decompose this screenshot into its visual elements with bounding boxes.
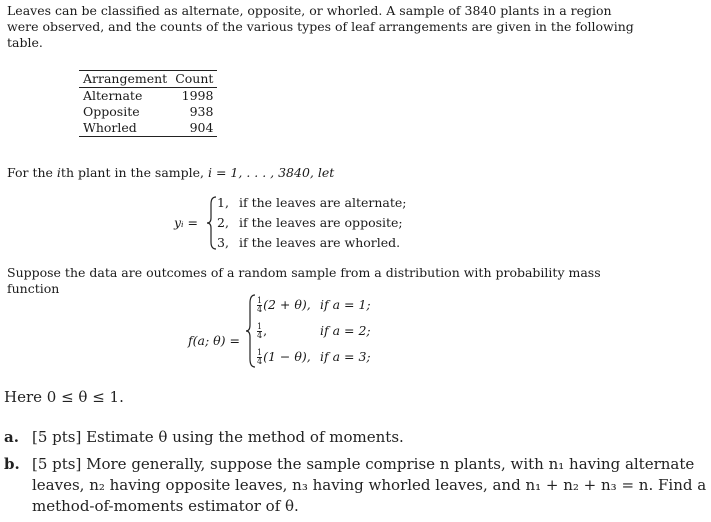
here-line: Here 0 ≤ θ ≤ 1. [4, 388, 124, 406]
table-row [79, 120, 217, 137]
part-a-label: a. [4, 428, 19, 446]
y-case-3-val: 3, [217, 235, 229, 250]
table-header-arrangement: Arrangement [79, 71, 171, 88]
f-case-1-expr: $\frac{1}{4}$ (2 + θ), [257, 296, 311, 314]
for-line-mid: th plant in the sample, [60, 165, 208, 180]
intro-line-1: Leaves can be classified as alternate, opposite, or whorled. A sample of 3840 plants in a region [7, 3, 612, 18]
for-line-i: i [56, 165, 61, 180]
part-a-text: [5 pts] Estimate θ using the method of moments. [32, 428, 404, 446]
part-b-line-3: method-of-moments estimator of θ. [32, 497, 299, 515]
table-cell-count: 904 [171, 120, 217, 137]
part-b-line-1: [5 pts] More generally, suppose the sample comprise n plants, with n₁ having alternate [32, 455, 695, 473]
f-case-1-cond: if a = 1; [320, 297, 371, 312]
for-line [7, 164, 334, 181]
y-case-2-cond: if the leaves are opposite; [239, 215, 403, 230]
intro-line-2: were observed, and the counts of the various types of leaf arrangements are given in the following [7, 19, 634, 34]
f-case-2-expr: $\frac{1}{4}$ , [257, 322, 268, 340]
f-case-2-cond: if a = 2; [320, 323, 371, 338]
y-case-1-cond: if the leaves are alternate; [239, 195, 407, 210]
part-b-label: b. [4, 455, 20, 473]
y-lhs: yᵢ = [174, 215, 199, 230]
suppose-line-2: function [7, 281, 60, 296]
fraction: $\frac{1}{4}$ [257, 296, 263, 314]
for-line-eq: i = 1, . . . , 3840, let [208, 165, 335, 180]
table-cell-count: 938 [189, 104, 214, 119]
table-row [79, 88, 217, 105]
f-lhs: f(a; θ) = [188, 333, 240, 348]
intro-line-3: table. [7, 35, 43, 50]
table-row [79, 104, 217, 120]
part-b-line-2: leaves, n₂ having opposite leaves, n₃ having whorled leaves, and n₁ + n₂ + n₃ = n. Find a [32, 476, 707, 494]
suppose-line-1: Suppose the data are outcomes of a random sample from a distribution with probability mass [7, 265, 601, 280]
for-line-prefix: For the [7, 165, 57, 180]
y-case-2-val: 2, [217, 215, 229, 230]
arrangement-table [79, 70, 217, 137]
y-case-3-cond: if the leaves are whorled. [239, 235, 401, 250]
f-case-3-expr: $\frac{1}{4}$ (1 − θ), [257, 348, 311, 366]
y-case-1-val: 1, [217, 195, 229, 210]
table-cell-arrangement: Opposite [83, 104, 140, 119]
table-cell-arrangement: Whorled [79, 120, 171, 137]
left-brace-icon [245, 294, 257, 368]
f-case-3-cond: if a = 3; [320, 349, 371, 364]
fraction: $\frac{1}{4}$ [257, 348, 263, 366]
table-cell-arrangement: Alternate [83, 88, 143, 103]
fraction: $\frac{1}{4}$ [257, 322, 263, 340]
table-header-count: Count [171, 71, 217, 88]
table-cell-count: 1998 [181, 88, 214, 103]
